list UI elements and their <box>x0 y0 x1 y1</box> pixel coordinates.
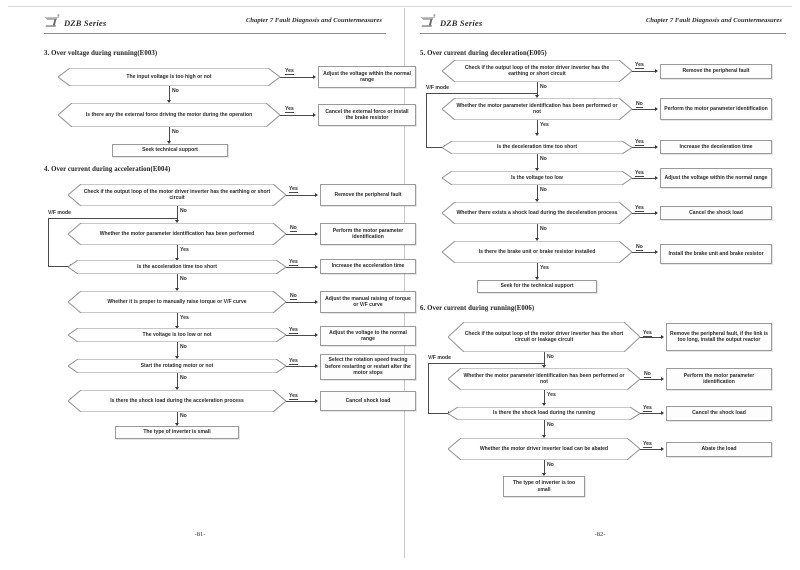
node-text: Remove the peripheral fault <box>682 68 750 75</box>
section-title-e005: 5. Over current during deceleration(E005) <box>420 50 547 57</box>
process-node <box>503 476 585 497</box>
node-text: Adjust the voltage within the normal range <box>323 70 411 83</box>
node-text: Increase the deceleration time <box>679 143 753 150</box>
node-text: Whether the motor parameter identification has been performed or not <box>463 372 625 385</box>
branch-label-no: No <box>547 422 554 428</box>
node-text: Seek technical support <box>142 147 198 154</box>
node-text: Remove the peripheral fault <box>334 191 402 198</box>
node-text: Is there the shock load during the running <box>493 410 595 417</box>
branch-label-no: No <box>547 354 554 360</box>
decision-node <box>68 260 286 274</box>
node-text: Is the acceleration time too short <box>137 263 217 270</box>
bypass-connector <box>48 218 49 267</box>
branch-label-yes: Yes <box>540 122 549 128</box>
brand-name: DZB Series <box>440 17 483 28</box>
bypass-connector <box>428 363 544 364</box>
connector <box>286 195 316 196</box>
process-node <box>477 280 597 293</box>
arrow-icon <box>655 69 658 73</box>
connector <box>632 252 656 253</box>
decision-node <box>68 390 286 412</box>
connector <box>632 147 656 148</box>
bypass-connector <box>428 413 450 414</box>
arrow-icon <box>655 176 658 180</box>
branch-label-yes: Yes <box>643 405 652 411</box>
node-text: Whether the motor parameter identification has been performed or not <box>456 102 618 115</box>
branch-label-yes: Yes <box>289 186 298 192</box>
bypass-label-vf-mode: V/F mode <box>426 85 449 91</box>
node-text: Is there the brake unit or brake resistor installed <box>478 248 596 255</box>
process-node <box>660 206 772 220</box>
connector <box>632 109 656 110</box>
decision-node <box>448 438 640 460</box>
branch-label-no: No <box>644 371 651 377</box>
node-text: The type of inverter is too small <box>512 480 576 493</box>
branch-label-yes: Yes <box>289 393 298 399</box>
node-text: Whether the motor driver inverter load can be abated <box>479 445 609 452</box>
arrow-icon <box>661 447 664 451</box>
process-node <box>660 168 772 188</box>
branch-label-yes: Yes <box>289 327 298 333</box>
node-text: Check if the output loop of the motor driver inverter has the earthing or short circuit <box>464 64 610 77</box>
arrow-icon <box>661 377 664 381</box>
branch-label-no: No <box>180 375 187 381</box>
header-rule-right <box>420 33 786 34</box>
node-text: Adjust the voltage to the normal range <box>329 329 407 342</box>
node-text: Whether there exists a shock load during the deceleration process <box>456 209 618 216</box>
arrow-icon <box>655 250 658 254</box>
bypass-label-vf-mode: V/F mode <box>48 210 71 216</box>
node-text: Select the rotation speed tracing before restarting or restart after the motor stops <box>325 357 411 377</box>
connector <box>286 401 316 402</box>
chapter-title: Chapter 7 Fault Diagnosis and Countermeasures <box>645 17 782 24</box>
process-node <box>666 368 772 390</box>
branch-label-no: No <box>180 413 187 419</box>
node-text: Check if the output loop of the motor driver inverter has the short circuit or leakage circuit <box>464 330 624 343</box>
page-header-left <box>44 13 382 34</box>
arrow-icon <box>315 300 318 304</box>
process-node <box>666 442 772 457</box>
arrow-icon <box>313 75 316 79</box>
process-node <box>112 144 228 157</box>
branch-label-no: No <box>547 462 554 468</box>
section-title-e006: 6. Over current during running(E006) <box>420 305 535 312</box>
arrow-icon <box>542 403 546 406</box>
brand-logo <box>44 13 107 29</box>
decision-node <box>68 291 286 313</box>
node-text: Adjust the voltage within the normal range <box>664 174 768 181</box>
node-text: Cancel the shock load <box>689 209 743 216</box>
branch-label-no: No <box>180 276 187 282</box>
node-text: Cancel shock load <box>345 397 391 404</box>
node-text: Increase the acceleration time <box>331 263 405 270</box>
brand-logo <box>420 13 483 29</box>
branch-label-yes: Yes <box>289 259 298 265</box>
decision-node <box>58 103 280 127</box>
branch-label-no: No <box>172 129 179 135</box>
branch-label-no: No <box>540 226 547 232</box>
node-text: Install the brake unit and brake resistor <box>668 250 764 257</box>
branch-label-yes: Yes <box>285 106 294 112</box>
connector <box>286 335 316 336</box>
branch-label-no: No <box>290 225 297 231</box>
process-node <box>660 64 772 79</box>
arrow-icon <box>313 113 316 117</box>
process-node <box>115 426 239 439</box>
node-text: Cancel the external force or install the brake resistor <box>325 108 409 121</box>
branch-label-yes: Yes <box>635 170 644 176</box>
process-node <box>666 406 772 421</box>
connector <box>286 366 316 367</box>
arrow-icon <box>655 145 658 149</box>
decision-node <box>448 407 640 420</box>
page-number-right: -82- <box>594 531 606 538</box>
bypass-connector <box>48 218 177 219</box>
process-node <box>666 323 772 351</box>
node-text: Start the rotating motor or not <box>140 362 214 369</box>
brand-name: DZB Series <box>64 17 107 28</box>
node-text: Check if the output loop of the motor driver inverter has the earthing or short circuit <box>83 188 271 201</box>
process-node <box>660 244 772 264</box>
arrow-icon <box>315 333 318 337</box>
decision-node <box>68 223 286 245</box>
arrow-icon <box>315 232 318 236</box>
branch-label-no: No <box>180 344 187 350</box>
branch-label-no: No <box>540 156 547 162</box>
branch-label-yes: Yes <box>180 247 189 253</box>
arrow-icon <box>661 411 664 415</box>
arrow-icon <box>315 193 318 197</box>
node-text: Perform the motor parameter identification <box>332 227 404 240</box>
decision-node <box>442 98 632 120</box>
node-text: Is the voltage too low <box>511 174 563 181</box>
node-text: Is the deceleration time too short <box>496 144 578 151</box>
connector <box>632 71 656 72</box>
connector <box>640 449 662 450</box>
page-header-right <box>420 13 782 34</box>
process-node <box>660 140 772 154</box>
branch-label-yes: Yes <box>540 265 549 271</box>
chapter-title: Chapter 7 Fault Diagnosis and Countermeasures <box>245 17 382 24</box>
branch-label-yes: Yes <box>635 205 644 211</box>
registered-mark: ® <box>57 13 60 18</box>
bypass-connector <box>426 93 427 148</box>
bypass-connector <box>426 93 537 94</box>
decision-node <box>442 202 632 224</box>
branch-label-yes: Yes <box>643 330 652 336</box>
node-text: Whether the motor parameter identification has been performed <box>99 230 255 237</box>
connector <box>640 413 662 414</box>
branch-label-yes: Yes <box>635 62 644 68</box>
connector <box>640 337 662 338</box>
branch-label-yes: Yes <box>547 392 556 398</box>
arrow-icon <box>315 265 318 269</box>
node-text: Remove the peripheral fault, if the link is too long, install the output reactor <box>670 330 768 343</box>
node-text: Whether it is proper to manually raise torque or V/F curve <box>107 298 247 305</box>
section-title-e004: 4. Over current during acceleration(E004) <box>44 166 171 173</box>
node-text: The voltage is too low or not <box>142 331 212 338</box>
node-text: Is there the shock load during the acceleration process <box>110 397 244 404</box>
node-text: Adjust the manual raising of torque or V/F curve <box>325 295 411 308</box>
arrow-icon <box>655 211 658 215</box>
stylized-z-logo-icon <box>420 13 436 29</box>
node-text: Abate the load <box>701 446 737 453</box>
branch-label-yes: Yes <box>180 315 189 321</box>
node-text: Perform the motor parameter identification <box>683 372 755 385</box>
page-right <box>400 0 800 570</box>
branch-label-no: No <box>180 208 187 214</box>
decision-node <box>448 368 640 390</box>
arrow-icon <box>535 133 539 136</box>
arrow-icon <box>315 364 318 368</box>
branch-label-yes: Yes <box>285 68 294 74</box>
node-text: Perform the motor parameter identification <box>664 105 768 112</box>
branch-label-no: No <box>636 244 643 250</box>
page-number-left: -81- <box>194 531 206 538</box>
registered-mark: ® <box>433 13 436 18</box>
node-text: Cancel the shock load <box>692 410 746 417</box>
branch-label-no: No <box>540 84 547 90</box>
branch-label-no: No <box>172 88 179 94</box>
decision-node <box>442 141 632 154</box>
connector <box>286 234 316 235</box>
decision-node <box>68 184 286 206</box>
connector <box>286 302 316 303</box>
decision-node <box>68 359 286 373</box>
connector <box>632 213 656 214</box>
branch-label-yes: Yes <box>289 358 298 364</box>
decision-node <box>68 328 286 342</box>
decision-node <box>442 171 632 185</box>
process-node <box>660 98 772 120</box>
node-text: The type of inverter is small <box>143 429 211 436</box>
arrow-icon <box>655 107 658 111</box>
node-text: The input voltage is too high or not <box>126 73 212 80</box>
branch-label-no: No <box>290 293 297 299</box>
header-rule-left <box>44 33 386 34</box>
connector <box>632 178 656 179</box>
arrow-icon <box>315 399 318 403</box>
connector <box>640 379 662 380</box>
branch-label-no: No <box>540 187 547 193</box>
decision-node <box>58 68 280 86</box>
decision-node <box>442 60 632 82</box>
section-title-e003: 3. Over voltage during running(E003) <box>44 50 158 57</box>
bypass-connector <box>428 363 429 414</box>
decision-node <box>442 241 632 263</box>
arrow-icon <box>661 335 664 339</box>
stylized-z-logo-icon <box>44 13 60 29</box>
branch-label-no: No <box>636 101 643 107</box>
node-text: Seek for the technical support <box>500 283 574 290</box>
connector <box>280 77 314 78</box>
connector <box>280 115 314 116</box>
branch-label-yes: Yes <box>635 139 644 145</box>
node-text: Is there any the external force driving the motor during the operation <box>85 111 253 118</box>
connector <box>286 267 316 268</box>
branch-label-yes: Yes <box>643 441 652 447</box>
bypass-label-vf-mode: V/F mode <box>428 355 451 361</box>
decision-node <box>448 322 640 352</box>
